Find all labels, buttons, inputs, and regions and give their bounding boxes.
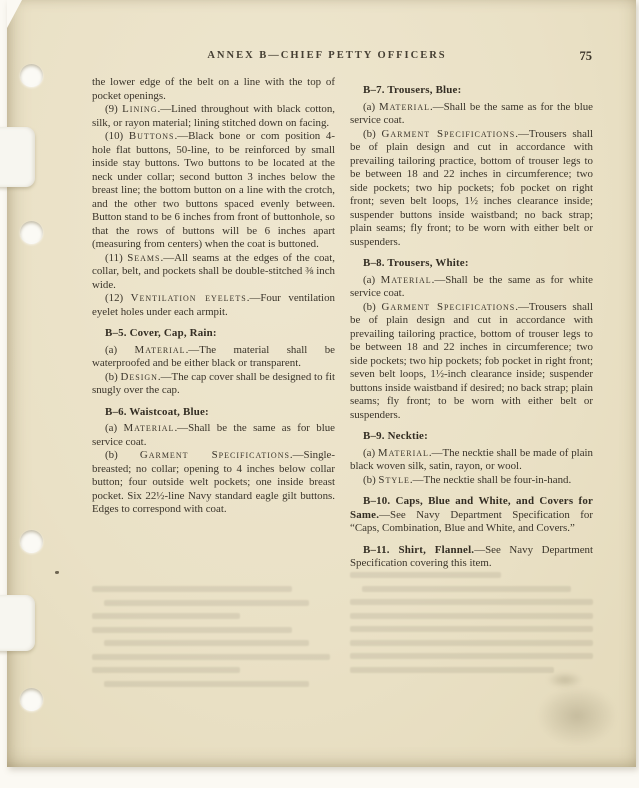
text-column-right: [350, 76, 593, 571]
punch-hole-2: [20, 221, 43, 244]
paragraph: (10) Buttons.—Black bone or com position 4-hole flat buttons, 50-line, to be reinforced by small inside stay buttons. Two buttons to be located at the neck under collar; second button 3 inches below the breast line; the bottom button on a line with the crotch, and the other two buttons spaced evenly between. Button stand to be 6 inches from front of buttonhole, so that the rows of buttons will be 6 inches apart (measuring from centers) when the coat is buttoned.: [92, 130, 335, 250]
binding-tab-2: [0, 595, 35, 651]
paragraph: B–10. Caps, Blue and White, and Covers for Same.—See Navy Department Specification for “Caps, Combination, Blue and White, and Covers.”: [350, 495, 593, 534]
text-column-left: [92, 76, 335, 517]
paragraph: (b) Garment Specifications.—Trousers shall be of plain design and cut in accordance with prevailing tailoring practice, bottom of trouser legs to be between 18 and 22 inches in circumference; two side pockets; two hip pockets; fob pocket in right front; seven belt loops, 1½-inch clearance inside; suspender buttons inside waistband if desired; no back strap; plain seams; fly front; to be worn with either belt or suspenders.: [350, 300, 593, 421]
paragraph: (a) Material.—Shall be the same as for white service coat.: [350, 273, 593, 299]
punch-hole-3: [20, 530, 43, 553]
punch-hole-4: [20, 688, 43, 711]
paragraph: (a) Material.—The material shall be waterproofed and be either black or transparent.: [92, 343, 335, 369]
bleed-through-stain: [537, 686, 617, 746]
paragraph: (b) Design.—The cap cover shall be designed to fit snugly over the cap.: [92, 370, 335, 396]
paragraph: (12) Ventilation eyelets.—Four ventilation eyelet holes under each armpit.: [92, 292, 335, 318]
paragraph: (11) Seams.—All seams at the edges of the coat, collar, belt, and pockets shall be double-stitched ⅜ inch wide.: [92, 251, 336, 291]
section-heading: B–9. Necktie:: [363, 430, 428, 442]
paragraph: B–11. Shirt, Flannel.—See Navy Department Specification covering this item.: [350, 543, 594, 569]
section-heading: B–8. Trousers, White:: [363, 257, 469, 269]
paper-speck: [55, 571, 59, 574]
paragraph: (a) Material.—The necktie shall be made of plain black woven silk, satin, rayon, or wool.: [350, 446, 593, 472]
paragraph: (b) Garment Specifications.—Single-breasted; no collar; opening to 4 inches below collar button; four outside welt pockets; one inside breast pocket. Six 22½-line Navy standard eagle gilt buttons. Edges to correspond with coat.: [92, 449, 335, 515]
paragraph: (b) Style.—The necktie shall be four-in-hand.: [363, 473, 572, 486]
paragraph: the lower edge of the belt on a line with the top of pocket openings.: [92, 76, 335, 102]
section-heading: B–7. Trousers, Blue:: [363, 84, 462, 96]
punch-hole-1: [20, 64, 43, 87]
paragraph: (a) Material.—Shall be the same as for blue service coat.: [92, 422, 335, 448]
paragraph: (9) Lining.—Lined throughout with black cotton, silk, or rayon material; lining stitched down on facing.: [92, 103, 336, 129]
binding-tab-1: [0, 127, 35, 187]
section-heading: B–6. Waistcoat, Blue:: [105, 405, 209, 418]
section-heading: B–5. Cover, Cap, Rain:: [105, 327, 217, 339]
running-header: ANNEX B—CHIEF PETTY OFFICERS: [207, 50, 447, 61]
document-page: [7, 0, 636, 767]
paragraph: (a) Material.—Shall be the same as for the blue service coat.: [350, 100, 593, 126]
page-number: 75: [579, 49, 592, 63]
paragraph: (b) Garment Specifications.—Trousers shall be of plain design and cut in accordance with prevailing tailoring practice, bottom of trouser legs to be between 18 and 22 inches in circumference; two side pockets; two hip pockets; fob pocket on right front; seven belt loops, 1½ inches clearance inside; suspender buttons inside waistband; no back strap; plain seams; fly front; to be worn with either belt or suspenders.: [350, 127, 593, 248]
bleed-through-text-right: [350, 572, 593, 680]
bleed-through-text-left: [92, 586, 330, 694]
